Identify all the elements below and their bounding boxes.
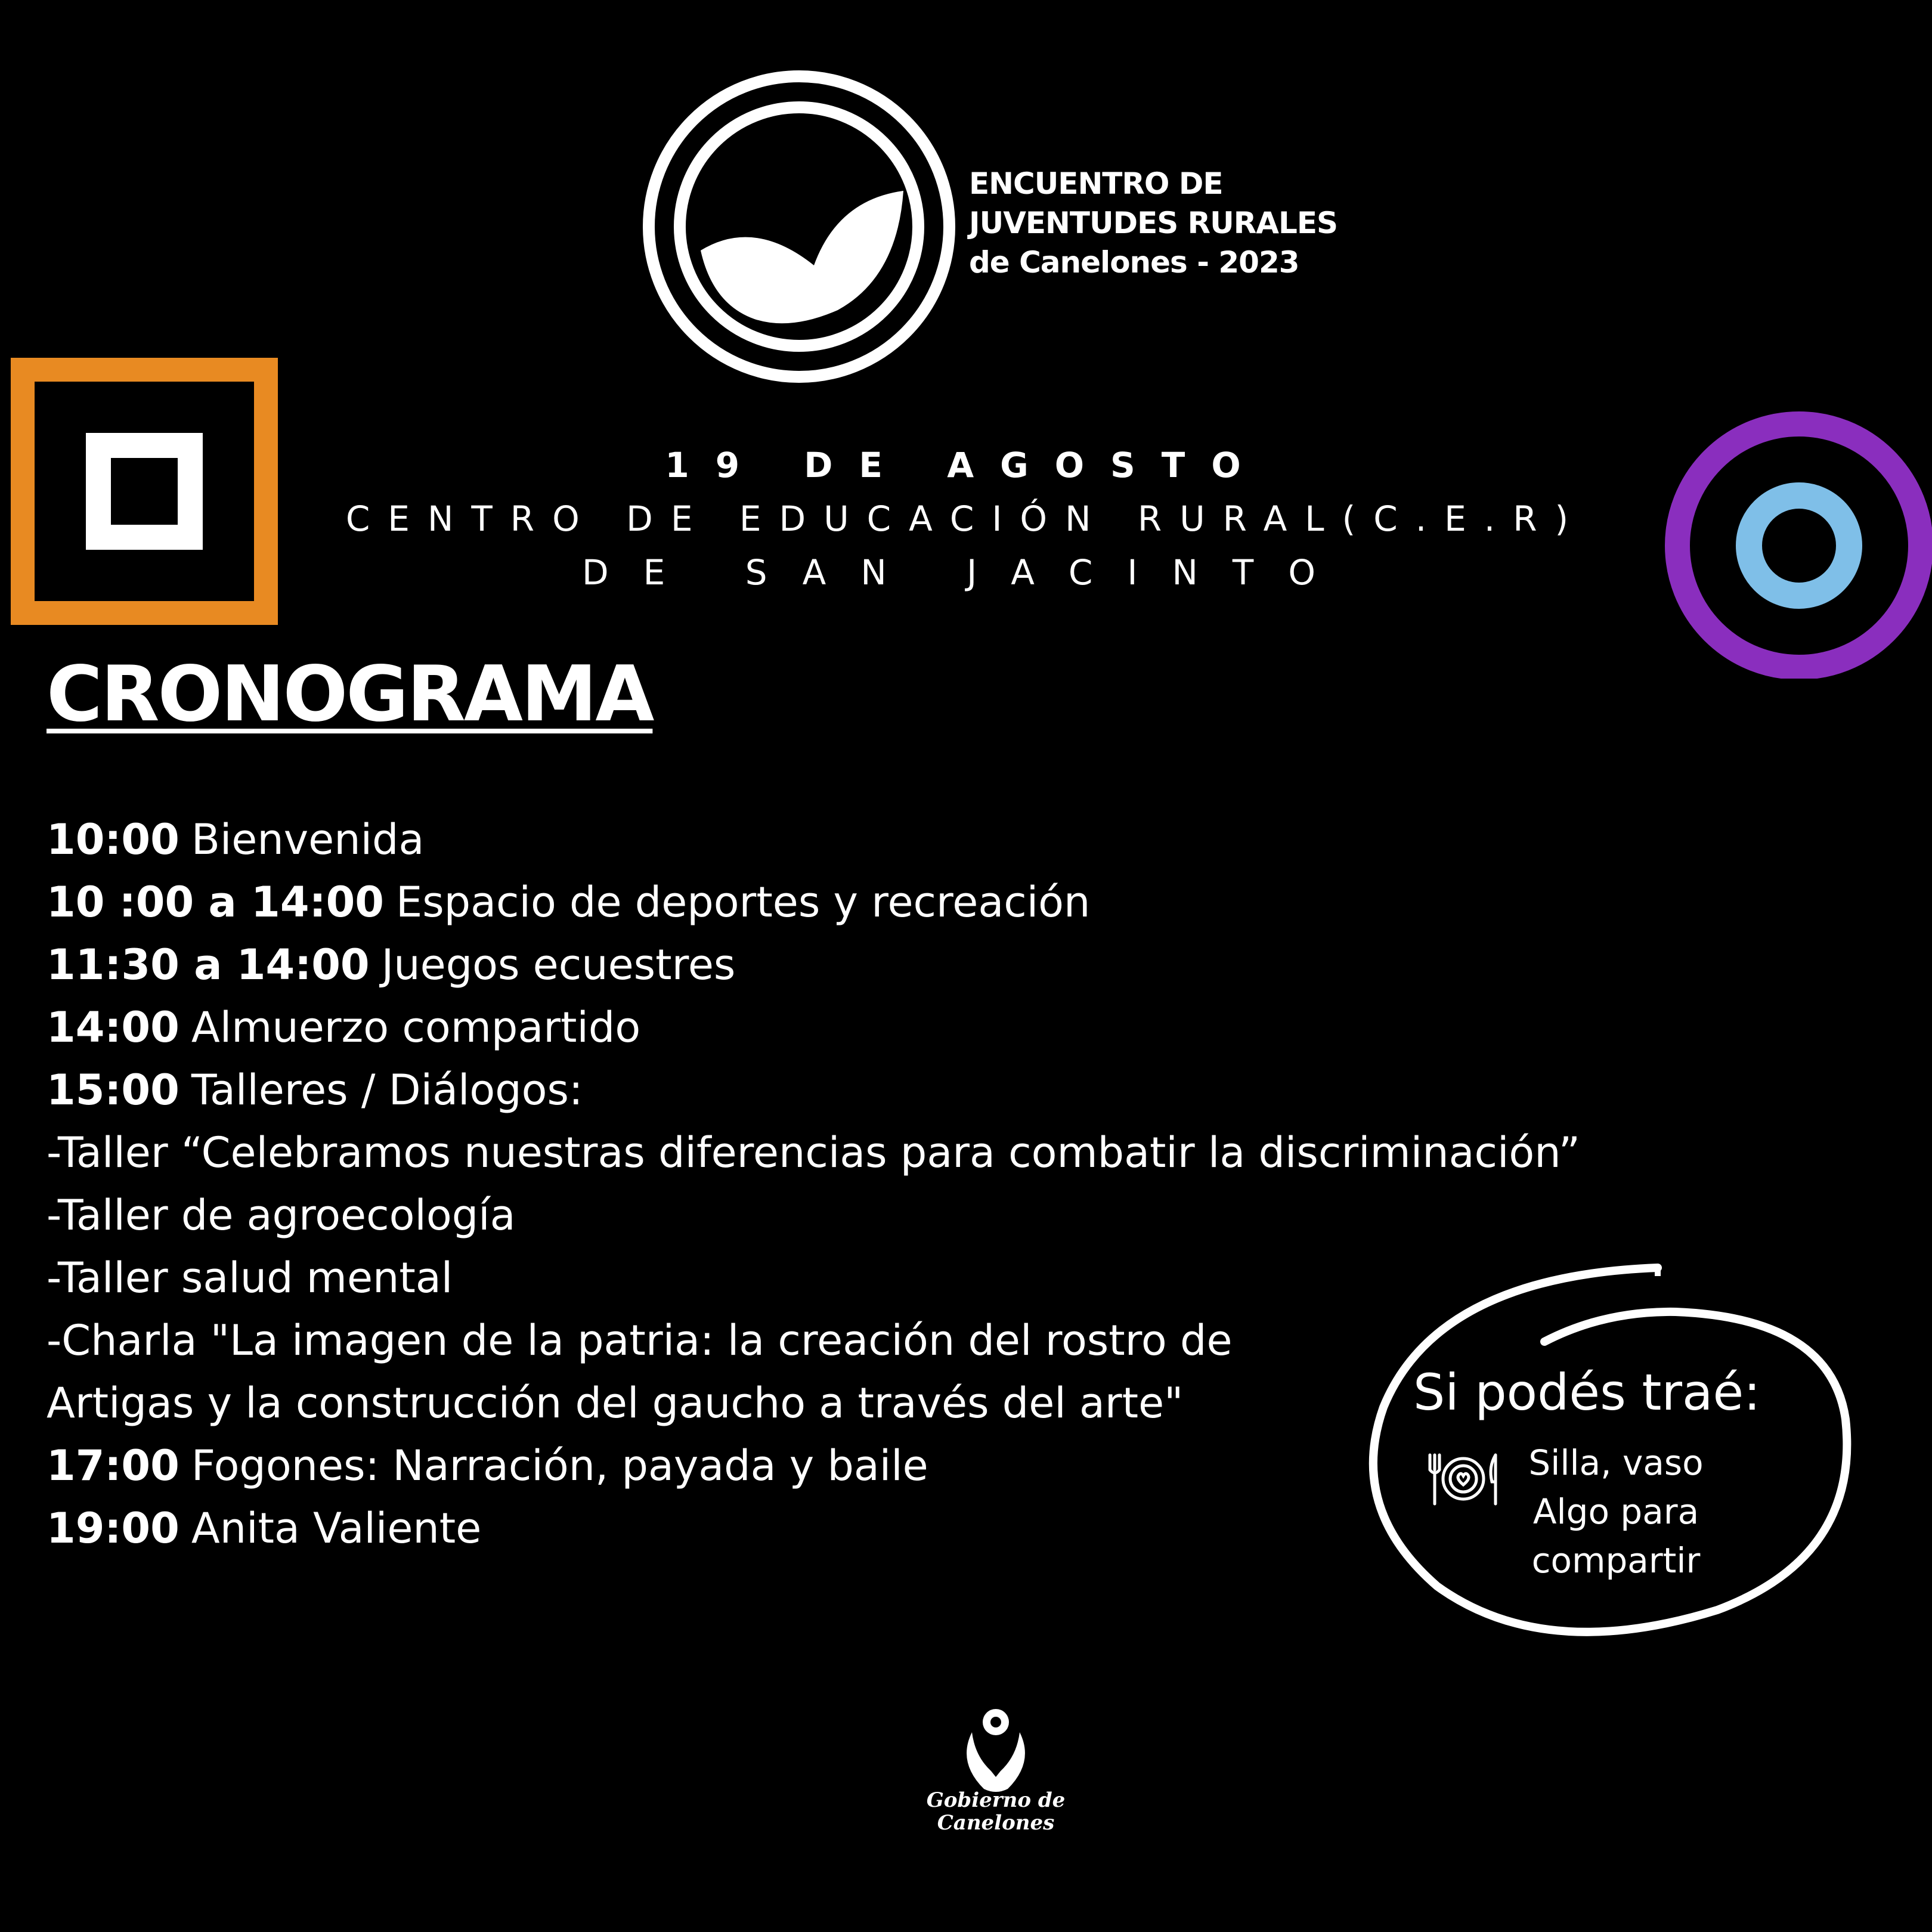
schedule-item: [47, 872, 1090, 932]
event-date: 19 DE AGOSTO: [665, 445, 1267, 485]
schedule-subitem: -Taller “Celebramos nuestras diferencias para combatir la discriminación”: [47, 1128, 1581, 1177]
schedule-text: Anita Valiente: [191, 1504, 482, 1553]
schedule-title: CRONOGRAMA: [47, 650, 653, 739]
schedule-text: Espacio de deportes y recreación: [395, 878, 1091, 927]
schedule-text: Juegos ecuestres: [381, 940, 736, 989]
bring-title: Si podés traé:: [1413, 1363, 1761, 1422]
venue-line-1: CENTRO DE EDUCACIÓN RURAL(C.E.R): [345, 499, 1587, 539]
gobierno-canelones-logo-icon: [954, 1705, 1038, 1795]
schedule-text: Bienvenida: [191, 815, 425, 864]
schedule-time: 19:00: [47, 1504, 179, 1553]
schedule-time: 15:00: [47, 1066, 179, 1114]
event-name-line-1: ENCUENTRO DE: [969, 166, 1223, 201]
event-logo-icon: [641, 69, 957, 385]
bring-item: Algo para: [1532, 1491, 1699, 1532]
schedule-time: 17:00: [47, 1441, 179, 1490]
schedule-item: [47, 810, 424, 869]
schedule-text: Talleres / Diálogos:: [191, 1066, 583, 1114]
schedule-subitem: -Taller salud mental: [47, 1253, 453, 1302]
gobierno-canelones-name: Gobierno de Canelones: [926, 1788, 1066, 1835]
schedule-text: Almuerzo compartido: [191, 1003, 641, 1052]
schedule-subitem: -Charla "La imagen de la patria: la creación del rostro de: [47, 1316, 1233, 1365]
venue-line-2: DE SAN JACINTO: [582, 552, 1350, 593]
schedule-time: 11:30 a 14:00: [47, 940, 370, 989]
schedule-item: [47, 1060, 583, 1120]
bring-item: Silla, vaso: [1528, 1442, 1704, 1483]
bring-item: compartir: [1531, 1540, 1701, 1581]
schedule-time: 10:00: [47, 815, 179, 864]
schedule-item: [47, 998, 640, 1057]
schedule-subitem: Artigas y la construcción del gaucho a través del arte": [47, 1379, 1184, 1428]
schedule-item: [47, 935, 735, 995]
schedule-time: 10 :00 a 14:00: [47, 878, 384, 927]
schedule-subitem: -Taller de agroecología: [47, 1191, 516, 1240]
schedule-item: [47, 1436, 928, 1496]
schedule-text: Fogones: Narración, payada y baile: [191, 1441, 928, 1490]
schedule-item: [47, 1498, 481, 1558]
event-name-line-2: JUVENTUDES RURALES: [969, 206, 1338, 240]
plate-utensils-icon: [1424, 1449, 1503, 1509]
event-name-line-3: de Canelones - 2023: [969, 245, 1299, 280]
schedule-time: 14:00: [47, 1003, 179, 1052]
